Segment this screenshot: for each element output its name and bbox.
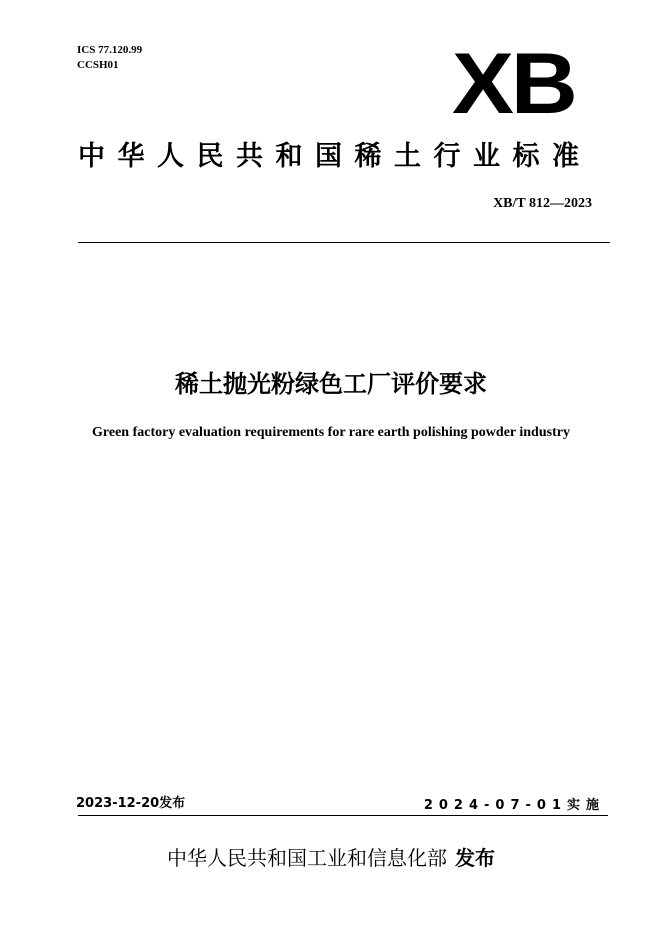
title-chinese: 稀土抛光粉绿色工厂评价要求 xyxy=(175,370,487,398)
standard-category: 中华人民共和国稀土行业标准 xyxy=(78,141,592,172)
standard-number: XB/T 812—2023 xyxy=(493,196,592,211)
ics-code: ICS 77.120.99 xyxy=(77,44,143,56)
ccs-code: CCSH01 xyxy=(77,59,119,71)
publisher-action: 发布 xyxy=(455,846,495,870)
implementation-date: 2024-07-01实施 xyxy=(423,798,605,813)
publisher-name: 中华人民共和国工业和信息化部 xyxy=(167,846,447,870)
xb-logo: XB xyxy=(452,36,575,132)
title-english: Green factory evaluation requirements for rare earth polishing powder industry xyxy=(92,425,570,440)
issue-date: 2023-12-20发布 xyxy=(76,796,186,811)
classification-codes xyxy=(77,43,142,73)
publisher-line xyxy=(0,843,662,873)
top-divider xyxy=(78,242,610,243)
bottom-divider xyxy=(78,815,608,816)
